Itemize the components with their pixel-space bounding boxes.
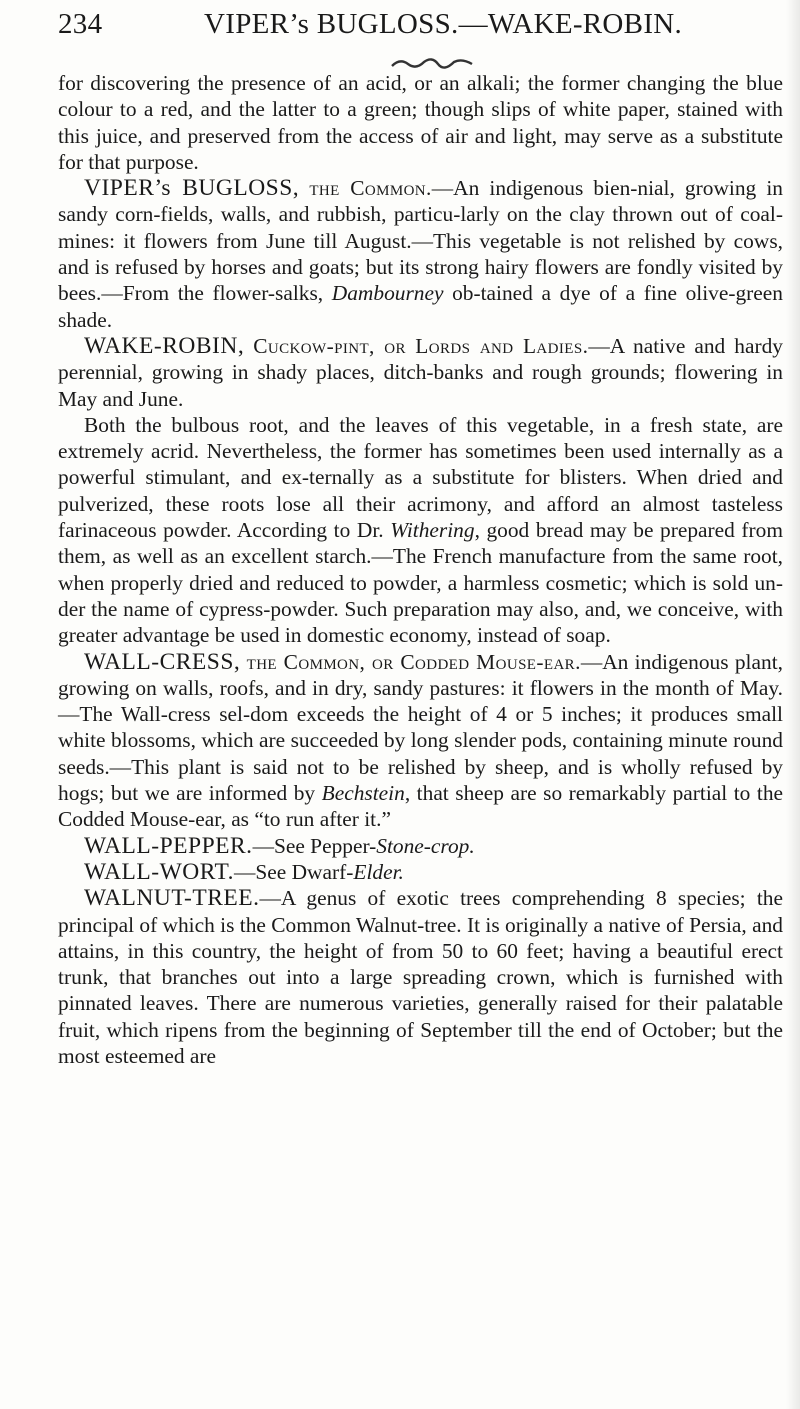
italic-text: Stone-crop. (376, 833, 475, 858)
entry-subtitle: the Common. (309, 176, 432, 201)
italic-text: Bechstein (321, 781, 405, 806)
entry-subtitle: Cuckow-pint, or Lords and Ladies. (253, 333, 589, 358)
entry-text: —A native and hardy perennial, growing in shady places, ditch-banks and rough grounds; flowering in May and June. (58, 333, 783, 411)
entry-text: Both the bulbous root, and the leaves of this vegetable, in a fresh state, are extremely acrid. Nevertheless, the former has sometimes been used internally as a powerful stimulant, and ex-ternally as a substitute for blisters. When dried and pulverized, these roots lose all their acrimony, and afford an almost tasteless farinaceous powder. According to Dr. (58, 412, 783, 543)
italic-text: Elder. (353, 859, 404, 884)
running-title: VIPER’s BUGLOSS.—WAKE-ROBIN. (204, 8, 683, 40)
page-body (58, 70, 783, 1069)
entry-subtitle: the Common, or Codded Mouse-ear. (246, 649, 581, 674)
dictionary-entry (58, 333, 783, 412)
page-number: 234 (58, 8, 103, 40)
page-edge-shadow (786, 0, 800, 1409)
entry-headword: WALNUT-TREE. (84, 885, 260, 912)
running-head (58, 8, 780, 48)
dictionary-entry (58, 885, 783, 1069)
dictionary-entry (58, 412, 783, 649)
entry-headword: WALL-PEPPER. (84, 832, 253, 859)
dictionary-entry (58, 859, 783, 885)
entry-text: —An indigenous plant, growing on walls, roofs, and in dry, sandy pastures: it flowers in the month of May.—The Wall-cress sel-dom exceeds the height of 4 or 5 inches; it produces small white blossoms, which are succeeded by long slender pods, containing minute round seeds.—This plant is said not to be relished by sheep, and is wholly refused by hogs; but we are informed by (58, 649, 783, 806)
entry-headword: WALL-WORT. (84, 858, 234, 885)
entry-text: , that sheep are so remarkably partial to the Codded Mouse-ear, as “to run after it.” (58, 781, 784, 832)
entry-text: ob-tained a dye of a fine olive-green shade. (58, 281, 783, 332)
entry-text: —See Pepper- (252, 833, 377, 858)
entry-text: , good bread may be prepared from them, as well as an excellent starch.—The French manufacture from the same root, when properly dried and reduced to powder, a harmless cosmetic; which is sold un-der the name of cypress-powder. Such preparation may also, and, we conceive, with greater advantage be used in domestic economy, instead of soap. (58, 518, 783, 648)
italic-text: Dambourney (331, 281, 444, 306)
entry-text: —An indigenous bien-nial, growing in sandy corn-fields, walls, and rubbish, particu-larly on the clay thrown out of coal-mines: it flowers from June till August.—This vegetable is not relished by cows, and is refused by horses and goats; but its strong hairy flowers are fondly visited by bees.—From the flower-salks, (58, 176, 783, 306)
entry-headword: VIPER’s BUGLOSS, (84, 175, 300, 202)
entry-text: —A genus of exotic trees comprehending 8 species; the principal of which is the Common Walnut-tree. It is originally a native of Persia, and attains, in this country, the height of from 50 to 60 feet; having a beautiful erect trunk, that branches out into a large spreading crown, which is furnished with pinnated leaves. There are numerous varieties, generally raised for their palatable fruit, which ripens from the beginning of September till the end of October; but the most esteemed are (58, 886, 783, 1068)
entry-headword: WAKE-ROBIN, (84, 332, 245, 359)
entry-text: —See Dwarf- (233, 859, 354, 884)
ornament-flourish (388, 52, 478, 72)
dictionary-entry (58, 175, 783, 333)
entry-headword: WALL-CRESS, (84, 648, 241, 675)
italic-text: Withering (390, 518, 475, 543)
continuation-paragraph: for discovering the presence of an acid, or an alkali; the former changing the blue colour to a red, and the latter to a green; though slips of white paper, stained with this juice, and preserved from the access of air and light, may serve as a substitute for that purpose. (58, 71, 783, 174)
dictionary-entry (58, 833, 783, 859)
dictionary-entry (58, 649, 783, 833)
